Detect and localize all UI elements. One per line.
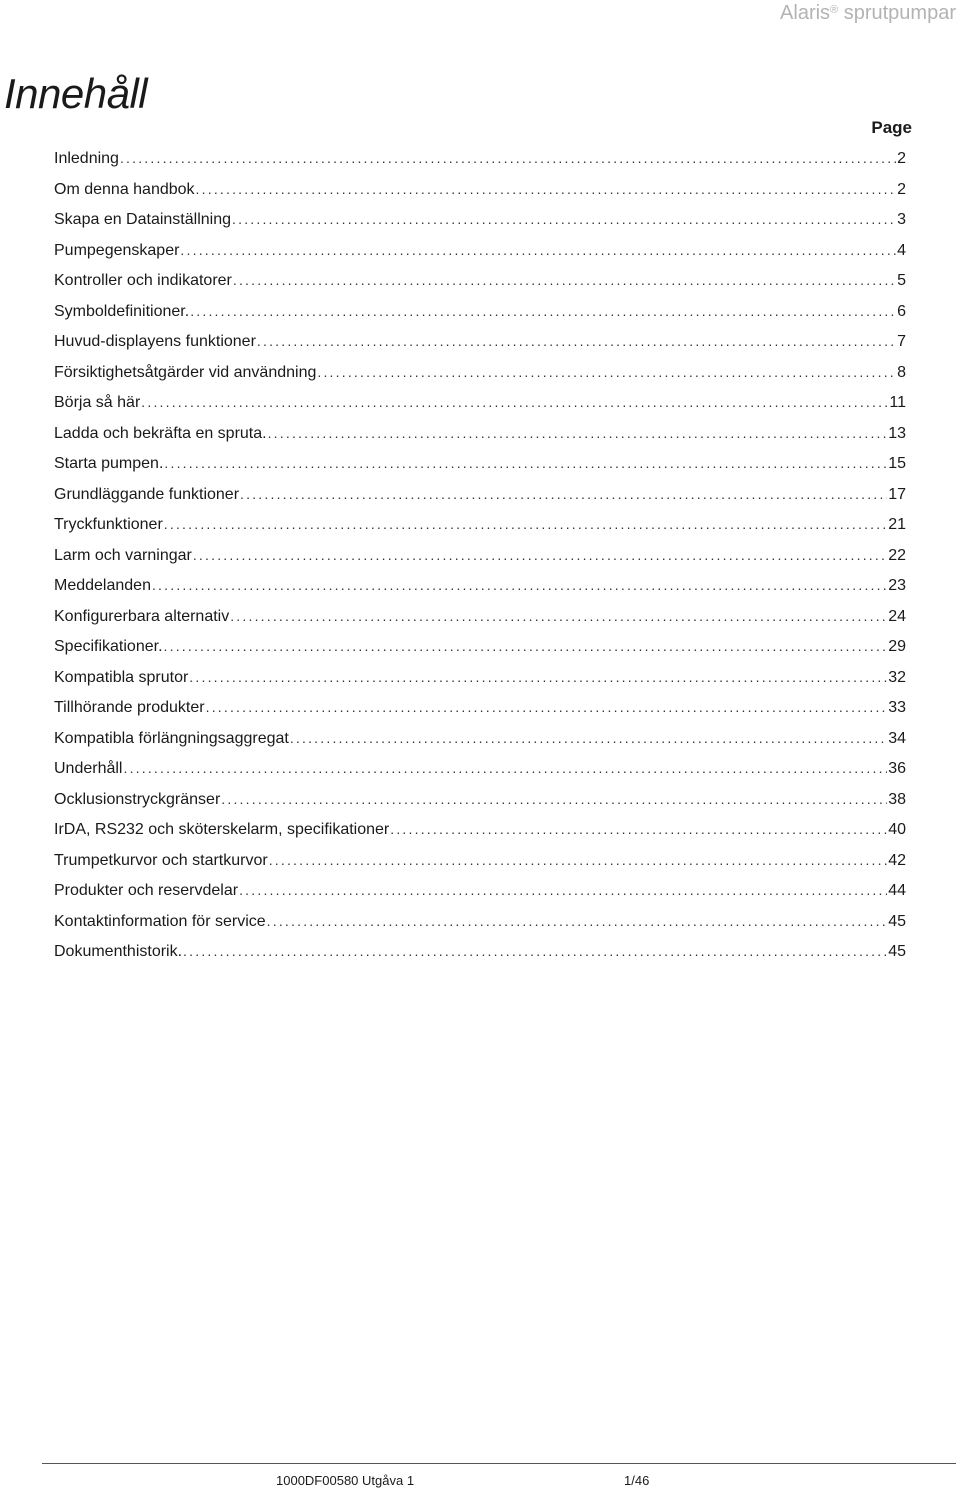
toc-label: Kompatibla förlängningsaggregat bbox=[54, 729, 289, 747]
toc-entry-irda-rs232[interactable] bbox=[54, 814, 906, 845]
dot-leader bbox=[152, 570, 887, 601]
dot-leader bbox=[257, 326, 896, 357]
dot-leader bbox=[183, 936, 887, 967]
toc-label: IrDA, RS232 och sköterskelarm, specifikationer bbox=[54, 821, 390, 838]
dot-leader bbox=[196, 174, 897, 205]
toc-label: Trumpetkurvor och startkurvor bbox=[54, 851, 268, 869]
toc-label: Kontroller och indikatorer bbox=[54, 272, 232, 289]
toc-label: Dokumenthistorik. bbox=[54, 943, 183, 960]
toc-entry-grundlaggande-funktioner[interactable] bbox=[54, 479, 906, 510]
dot-leader bbox=[232, 204, 896, 235]
toc-label: Underhåll bbox=[54, 760, 123, 777]
toc-label: Tillhörande produkter bbox=[54, 699, 205, 716]
table-of-contents bbox=[54, 143, 906, 967]
toc-page-number: 36 bbox=[888, 760, 906, 777]
dot-leader bbox=[189, 662, 887, 693]
toc-label: Inledning bbox=[54, 150, 119, 167]
toc-entry-specifikationer[interactable] bbox=[54, 631, 906, 662]
toc-label: Meddelanden bbox=[54, 577, 151, 594]
footer-divider bbox=[42, 1463, 956, 1464]
toc-entry-tryckfunktioner[interactable] bbox=[54, 509, 906, 540]
page-title: Innehåll bbox=[4, 70, 148, 117]
toc-entry-produkter-och-reservdelar[interactable] bbox=[54, 875, 906, 906]
toc-label: Kompatibla sprutor bbox=[54, 668, 189, 686]
toc-entry-symboldefinitioner[interactable] bbox=[54, 296, 906, 327]
dot-leader bbox=[164, 631, 888, 662]
toc-page-number: 7 bbox=[897, 333, 906, 350]
dot-leader bbox=[193, 540, 887, 571]
dot-leader bbox=[290, 723, 887, 754]
dot-leader bbox=[240, 479, 887, 510]
toc-entry-konfigurerbara-alternativ[interactable] bbox=[54, 601, 906, 632]
footer-document-id: 1000DF00580 Utgåva 1 bbox=[276, 1473, 415, 1488]
toc-page-number: 21 bbox=[888, 516, 906, 533]
toc-page-number: 44 bbox=[888, 882, 906, 899]
toc-page-number: 24 bbox=[888, 607, 906, 625]
toc-entry-kompatibla-sprutor[interactable] bbox=[54, 662, 906, 693]
toc-entry-underhall[interactable] bbox=[54, 753, 906, 784]
toc-page-number: 17 bbox=[888, 485, 906, 503]
toc-page-number: 3 bbox=[897, 211, 906, 228]
dot-leader bbox=[239, 875, 887, 906]
toc-label: Larm och varningar bbox=[54, 546, 192, 564]
toc-label: Skapa en Datainställning bbox=[54, 211, 232, 228]
toc-entry-ladda-och-bekrafta[interactable] bbox=[54, 418, 906, 449]
toc-page-number: 22 bbox=[888, 546, 906, 564]
page-column-header: Page bbox=[871, 118, 912, 137]
toc-label: Huvud-displayens funktioner bbox=[54, 333, 256, 350]
brand-name: Alaris bbox=[780, 2, 831, 24]
toc-page-number: 15 bbox=[888, 455, 906, 472]
dot-leader bbox=[390, 814, 887, 845]
toc-entry-ocklusionstryckgranser[interactable] bbox=[54, 784, 906, 815]
dot-leader bbox=[164, 448, 887, 479]
brand-header bbox=[780, 2, 956, 25]
toc-label: Tryckfunktioner bbox=[54, 516, 163, 533]
toc-page-number: 45 bbox=[888, 943, 906, 960]
toc-label: Börja så här bbox=[54, 394, 141, 411]
toc-page-number: 4 bbox=[897, 241, 906, 259]
toc-entry-kontaktinformation[interactable] bbox=[54, 906, 906, 937]
toc-label: Konfigurerbara alternativ bbox=[54, 607, 230, 625]
toc-label: Försiktighetsåtgärder vid användning bbox=[54, 363, 317, 381]
dot-leader bbox=[120, 143, 896, 174]
toc-page-number: 34 bbox=[888, 729, 906, 747]
dot-leader bbox=[164, 509, 887, 540]
toc-entry-skapa-en-datainstallning[interactable] bbox=[54, 204, 906, 235]
toc-entry-kontroller-och-indikatorer[interactable] bbox=[54, 265, 906, 296]
dot-leader bbox=[267, 906, 888, 937]
footer-page-number: 1/46 bbox=[624, 1473, 650, 1488]
dot-leader bbox=[233, 265, 896, 296]
toc-entry-trumpetkurvor[interactable] bbox=[54, 845, 906, 876]
toc-page-number: 5 bbox=[897, 272, 906, 289]
toc-entry-huvud-displayens-funktioner[interactable] bbox=[54, 326, 906, 357]
toc-page-number: 32 bbox=[888, 668, 906, 686]
dot-leader bbox=[180, 235, 896, 266]
dot-leader bbox=[230, 601, 887, 632]
dot-leader bbox=[268, 418, 888, 449]
toc-label: Starta pumpen. bbox=[54, 455, 164, 472]
toc-entry-forsiktighetsatgarder[interactable] bbox=[54, 357, 906, 388]
toc-page-number: 11 bbox=[889, 394, 906, 411]
toc-page-number: 13 bbox=[888, 424, 906, 442]
toc-page-number: 40 bbox=[888, 821, 906, 838]
toc-label: Ladda och bekräfta en spruta. bbox=[54, 424, 267, 442]
toc-label: Produkter och reservdelar bbox=[54, 882, 239, 899]
toc-label: Grundläggande funktioner bbox=[54, 485, 240, 503]
toc-label: Kontaktinformation för service bbox=[54, 912, 266, 930]
toc-page-number: 42 bbox=[888, 851, 906, 869]
toc-page-number: 6 bbox=[897, 302, 906, 320]
toc-entry-starta-pumpen[interactable] bbox=[54, 448, 906, 479]
toc-page-number: 45 bbox=[888, 912, 906, 930]
dot-leader bbox=[269, 845, 888, 876]
dot-leader bbox=[221, 784, 887, 815]
dot-leader bbox=[141, 387, 888, 418]
toc-entry-dokumenthistorik[interactable] bbox=[54, 936, 906, 967]
toc-label: Pumpegenskaper bbox=[54, 241, 180, 259]
toc-entry-inledning[interactable] bbox=[54, 143, 906, 174]
toc-page-number: 8 bbox=[897, 363, 906, 381]
toc-label: Specifikationer. bbox=[54, 638, 163, 655]
toc-label: Symboldefinitioner. bbox=[54, 302, 190, 320]
toc-entry-om-denna-handbok[interactable] bbox=[54, 174, 906, 205]
toc-entry-tillhorande-produkter[interactable] bbox=[54, 692, 906, 723]
toc-label: Ocklusionstryckgränser bbox=[54, 790, 221, 808]
registered-mark: ® bbox=[830, 4, 839, 16]
toc-page-number: 2 bbox=[897, 180, 906, 198]
brand-suffix: sprutpumpar bbox=[838, 2, 956, 24]
dot-leader bbox=[190, 296, 896, 327]
toc-entry-borja-sa-har[interactable] bbox=[54, 387, 906, 418]
toc-entry-kompatibla-forlangningsaggregat[interactable] bbox=[54, 723, 906, 754]
toc-entry-pumpegenskaper[interactable] bbox=[54, 235, 906, 266]
toc-entry-meddelanden[interactable] bbox=[54, 570, 906, 601]
toc-entry-larm-och-varningar[interactable] bbox=[54, 540, 906, 571]
toc-page-number: 38 bbox=[888, 790, 906, 808]
dot-leader bbox=[317, 357, 896, 388]
toc-page-number: 29 bbox=[888, 638, 906, 655]
toc-page-number: 2 bbox=[897, 150, 906, 167]
toc-page-number: 33 bbox=[888, 699, 906, 716]
toc-page-number: 23 bbox=[888, 577, 906, 594]
toc-label: Om denna handbok bbox=[54, 180, 195, 198]
dot-leader bbox=[123, 753, 887, 784]
dot-leader bbox=[206, 692, 888, 723]
